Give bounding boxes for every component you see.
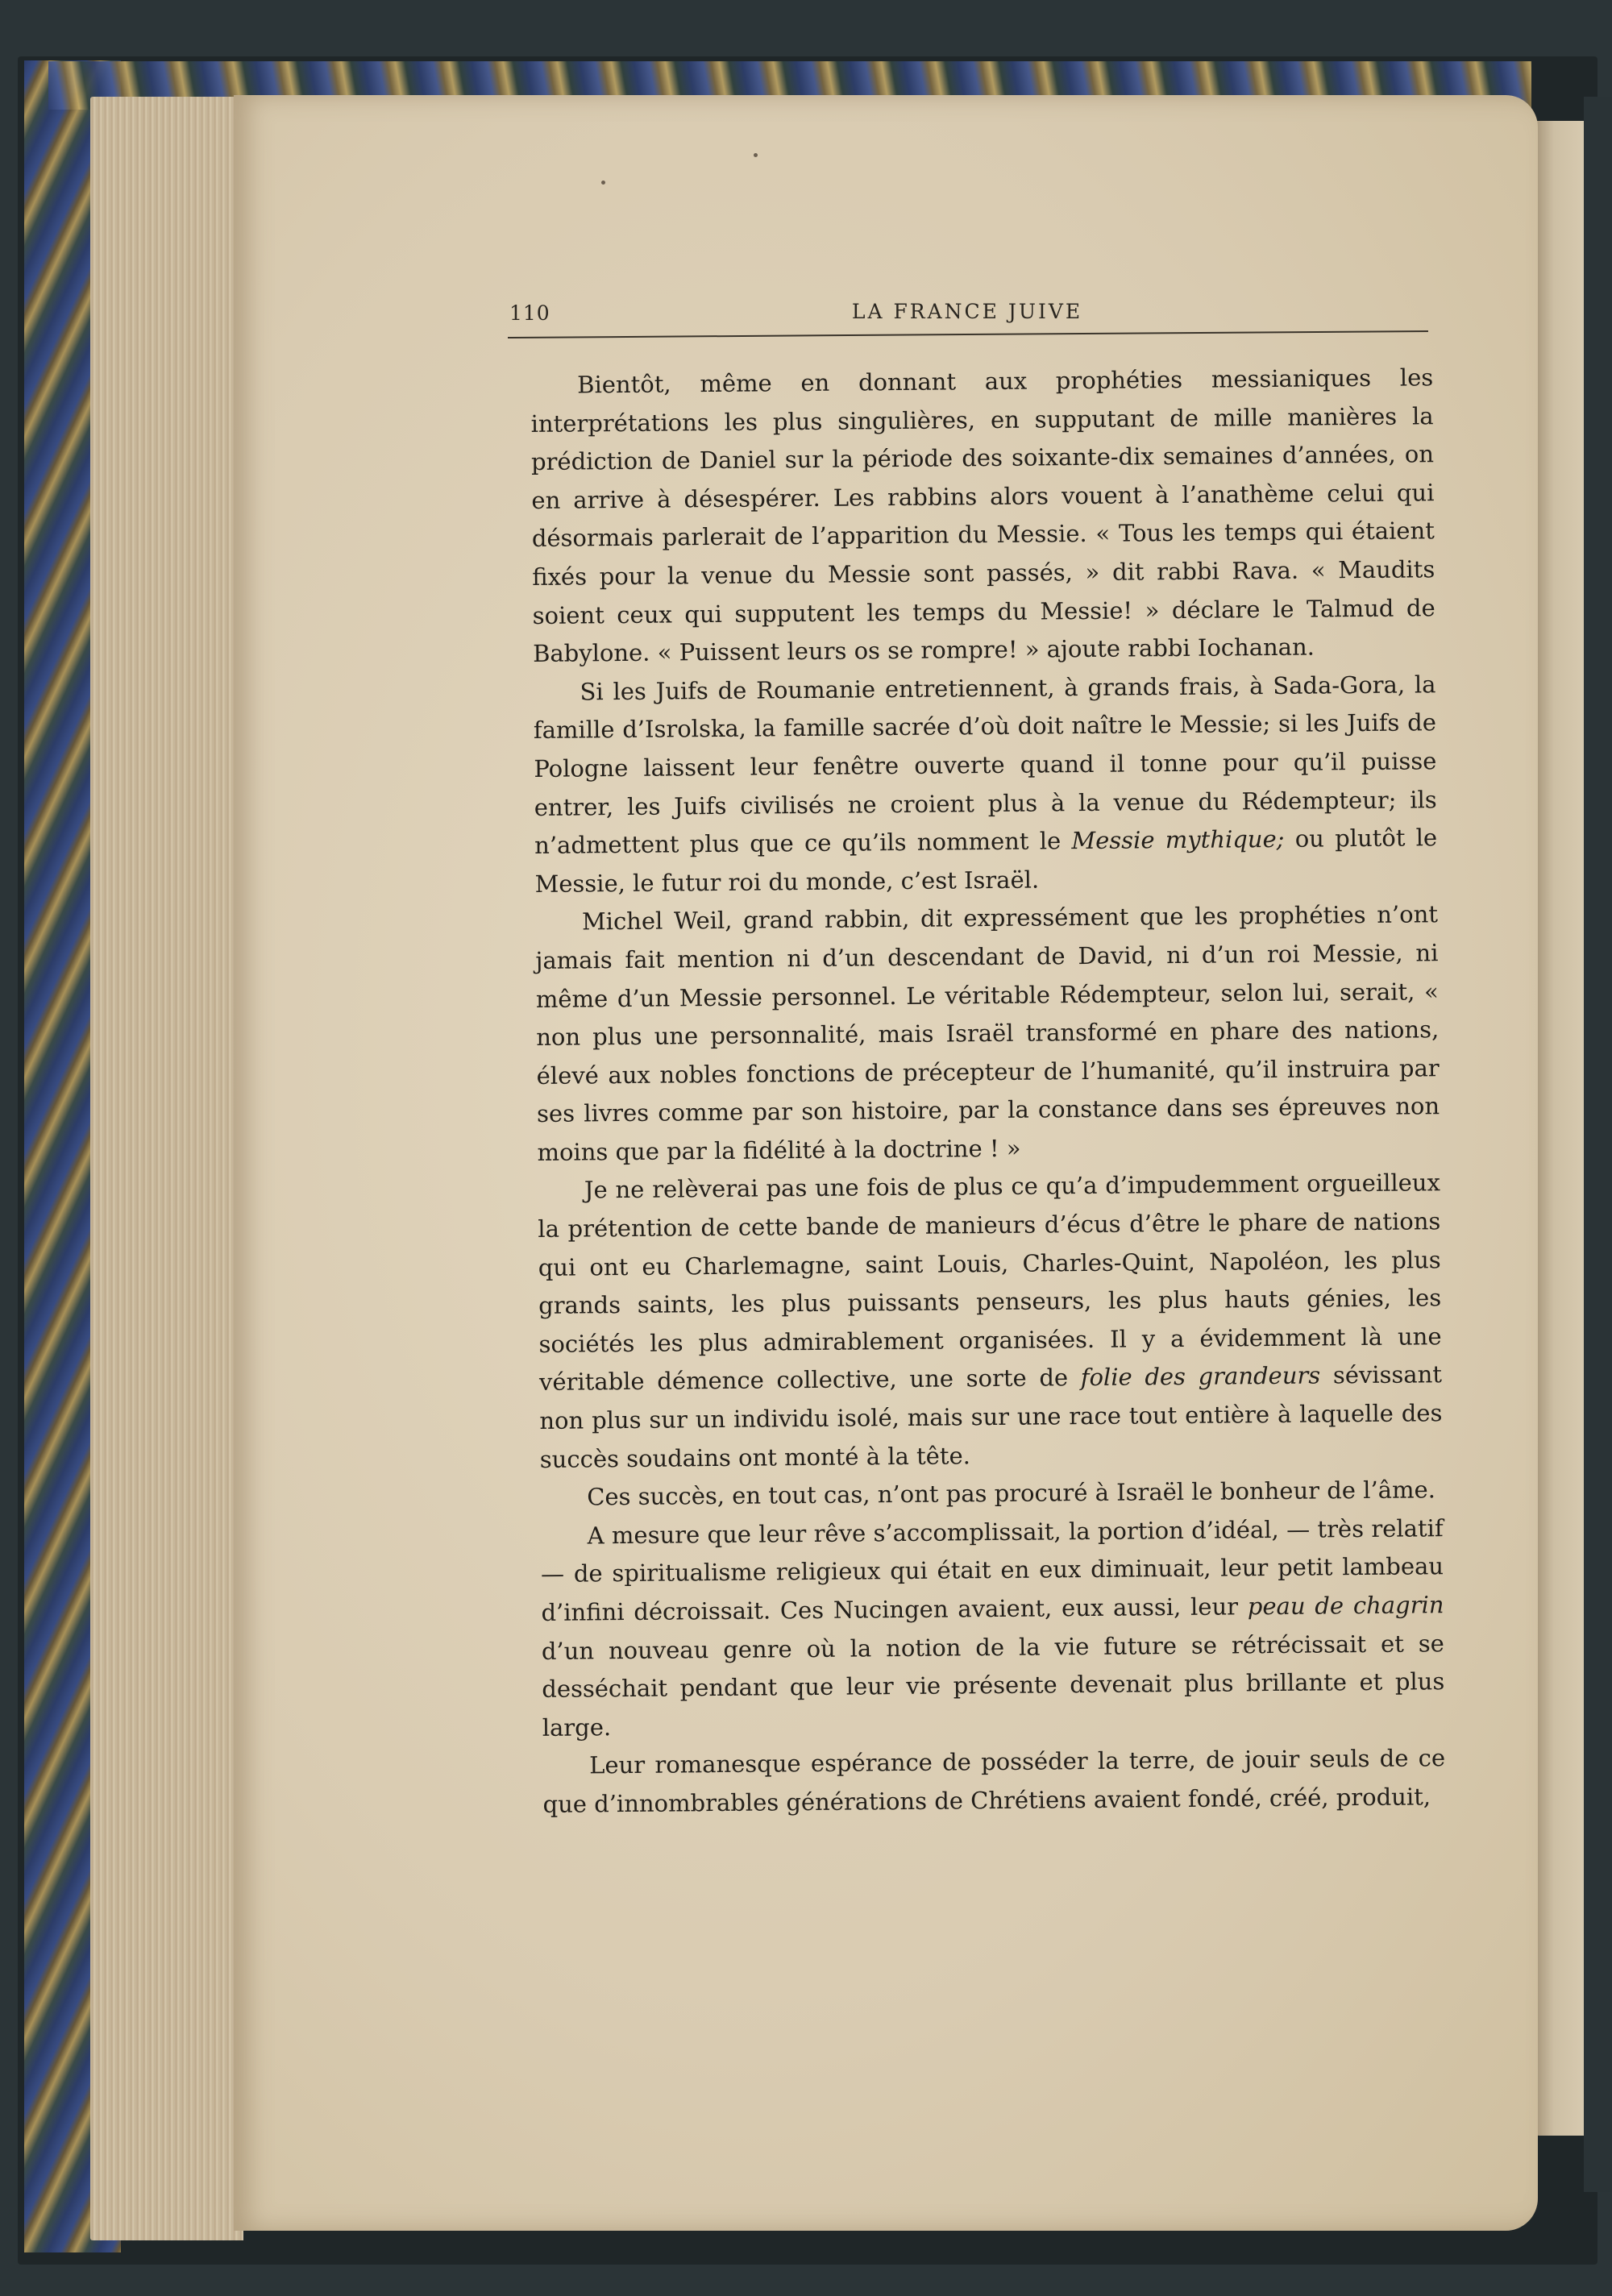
facing-page-edge <box>1531 121 1588 2136</box>
text-run: Bientôt, même en donnant aux prophéties messianiques les interprétations les plus singulières, en supputant de mille manières la prédiction de Daniel sur la période des soixante-dix semaines d’années, on en arrive à désespérer. Les rabbins alors vouent à l’anathème celui qui désormais parlerait de l’apparition du Messie. « Tous les temps qui étaient fixés pour la venue du Messie sont passés, » dit rabbi Rava. « Maudits soient ceux qui supputent les temps du Messie! » déclare le Talmud de Babylone. « Puissent leurs os se rompre! » ajoute rabbi Iochanan. <box>530 363 1435 668</box>
page-edges <box>90 97 243 2240</box>
text-run: Ces succès, en tout cas, n’ont pas procuré à Israël le bonheur de l’âme. <box>587 1476 1436 1511</box>
text-run: d’un nouveau genre où la notion de la vie future se rétrécissait et se desséchait pendant que leur vie présente devenait plus brillante et plus large. <box>541 1629 1445 1742</box>
paragraph <box>540 1509 1444 1747</box>
italic-phrase: folie des grandeurs <box>1080 1361 1321 1392</box>
text-run: sévissant non plus sur un individu isolé, mais sur une race tout entière à laquelle des succès soudains ont monté à la tête. <box>539 1360 1443 1473</box>
text-run: Leur romanesque espérance de posséder la terre, de jouir seuls de ce que d’innombrables générations de Chrétiens avaient fondé, créé, produit, <box>542 1744 1446 1818</box>
paper-speck <box>754 153 758 157</box>
paragraph <box>535 896 1440 1173</box>
paragraph <box>542 1740 1446 1825</box>
paragraph <box>530 359 1435 674</box>
italic-phrase: Messie mythique; <box>1071 824 1285 855</box>
text-run: Si les Juifs de Roumanie entretiennent, à grands frais, à Sada-Gora, la famille d’Isrolska, la famille sacrée d’où doit naître le Messie; si les Juifs de Pologne laissent leur fenêtre ouverte quand il tonne pour qu’il puisse entrer, les Juifs civilisés ne croient plus à la venue du Rédempteur; ils n’admettent plus que ce qu’ils nomment le <box>533 670 1437 860</box>
page-number: 110 <box>509 301 550 325</box>
paper-speck <box>601 181 605 185</box>
page-header <box>508 297 1427 345</box>
right-cover-edge <box>1584 97 1612 2192</box>
text-run: Michel Weil, grand rabbin, dit expressément que les prophéties n’ont jamais fait mention ni d’un descendant de David, ni d’un roi Messie, ni même d’un Messie personnel. Le véritable Rédempteur, selon lui, serait, « non plus une personnalité, mais Israël transformé en phare des nations, élevé aux nobles fonctions de précepteur de l’humanité, qu’il instruira par ses livres comme par son histoire, par la constance dans ses épreuves non moins que par la fidélité à la doctrine ! » <box>535 900 1440 1166</box>
text-run: A mesure que leur rêve s’accomplissait, la portion d’idéal, — très relatif — de spiritualisme religieux qui était en eux diminuait, leur petit lambeau d’infini décroissait. Ces Nucingen avaient, eux aussi, leur <box>540 1513 1444 1626</box>
text-run: ou plutôt le Messie, le futur roi du monde, c’est Israël. <box>534 824 1438 898</box>
paragraph <box>538 1165 1443 1480</box>
italic-phrase: peau de chagrin <box>1247 1591 1444 1621</box>
body-text <box>530 359 1446 1824</box>
text-run: Je ne relèverai pas une fois de plus ce qu’a d’impudemment orgueilleux la prétention de cette bande de manieurs d’écus d’être le phare de nations qui ont eu Charlemagne, saint Louis, Charles-Quint, Napoléon, les plus grands saints, les plus puissants penseurs, les plus hauts génies, les sociétés les plus admirablement organisées. Il y a évidemment là une véritable démence collective, une sorte de <box>538 1169 1442 1397</box>
running-head: LA FRANCE JUIVE <box>851 300 1083 323</box>
paragraph <box>533 666 1437 903</box>
